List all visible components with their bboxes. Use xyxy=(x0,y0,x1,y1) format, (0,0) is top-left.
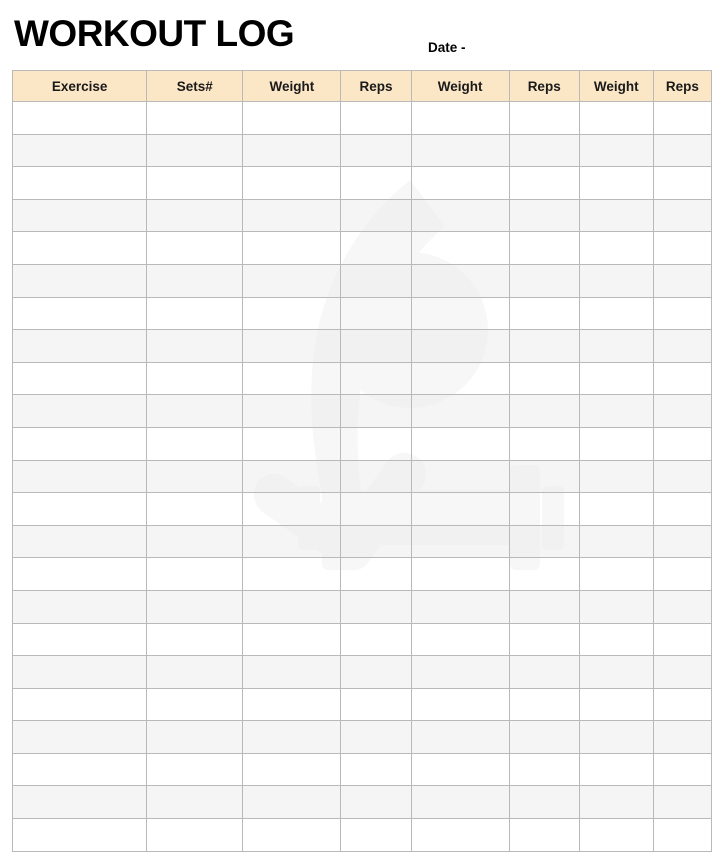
table-cell[interactable] xyxy=(579,199,653,232)
table-cell[interactable] xyxy=(341,134,411,167)
table-cell[interactable] xyxy=(13,493,147,526)
table-cell[interactable] xyxy=(341,102,411,135)
table-cell[interactable] xyxy=(509,167,579,200)
table-cell[interactable] xyxy=(243,786,341,819)
table-cell[interactable] xyxy=(653,688,711,721)
table-cell[interactable] xyxy=(509,297,579,330)
table-cell[interactable] xyxy=(341,427,411,460)
table-cell[interactable] xyxy=(147,753,243,786)
table-cell[interactable] xyxy=(147,688,243,721)
table-cell[interactable] xyxy=(147,656,243,689)
table-cell[interactable] xyxy=(653,102,711,135)
table-row xyxy=(13,199,712,232)
table-cell[interactable] xyxy=(147,819,243,852)
table-cell[interactable] xyxy=(411,167,509,200)
table-cell[interactable] xyxy=(13,460,147,493)
column-header-5: Weight xyxy=(411,71,509,102)
table-cell[interactable] xyxy=(147,232,243,265)
table-cell[interactable] xyxy=(411,297,509,330)
column-header-3: Weight xyxy=(243,71,341,102)
table-cell[interactable] xyxy=(341,753,411,786)
table-cell[interactable] xyxy=(509,102,579,135)
table-row xyxy=(13,753,712,786)
table-cell[interactable] xyxy=(411,493,509,526)
column-header-6: Reps xyxy=(509,71,579,102)
table-cell[interactable] xyxy=(243,819,341,852)
table-row xyxy=(13,558,712,591)
table-cell[interactable] xyxy=(243,199,341,232)
table-cell[interactable] xyxy=(579,102,653,135)
table-cell[interactable] xyxy=(147,102,243,135)
table-cell[interactable] xyxy=(579,721,653,754)
table-cell[interactable] xyxy=(653,721,711,754)
table-cell[interactable] xyxy=(243,102,341,135)
table-cell[interactable] xyxy=(13,623,147,656)
table-cell[interactable] xyxy=(579,362,653,395)
table-row xyxy=(13,395,712,428)
table-cell[interactable] xyxy=(341,623,411,656)
page-title: WORKOUT LOG xyxy=(14,13,295,54)
table-cell[interactable] xyxy=(243,493,341,526)
table-cell[interactable] xyxy=(341,819,411,852)
table-cell[interactable] xyxy=(579,232,653,265)
table-row xyxy=(13,525,712,558)
table-cell[interactable] xyxy=(13,330,147,363)
table-cell[interactable] xyxy=(147,199,243,232)
table-cell[interactable] xyxy=(579,493,653,526)
table-cell[interactable] xyxy=(341,493,411,526)
table-cell[interactable] xyxy=(411,460,509,493)
table-cell[interactable] xyxy=(13,199,147,232)
table-cell[interactable] xyxy=(653,590,711,623)
table-cell[interactable] xyxy=(509,460,579,493)
table-body xyxy=(13,102,712,852)
table-cell[interactable] xyxy=(243,167,341,200)
table-cell[interactable] xyxy=(411,819,509,852)
table-cell[interactable] xyxy=(13,753,147,786)
table-cell[interactable] xyxy=(341,232,411,265)
table-row xyxy=(13,232,712,265)
table-cell[interactable] xyxy=(147,460,243,493)
table-cell[interactable] xyxy=(411,558,509,591)
table-cell[interactable] xyxy=(653,493,711,526)
table-cell[interactable] xyxy=(509,134,579,167)
table-cell[interactable] xyxy=(509,590,579,623)
table-cell[interactable] xyxy=(243,427,341,460)
table-cell[interactable] xyxy=(411,525,509,558)
table-cell[interactable] xyxy=(579,460,653,493)
table-cell[interactable] xyxy=(579,590,653,623)
table-cell[interactable] xyxy=(147,721,243,754)
table-cell[interactable] xyxy=(13,232,147,265)
table-row xyxy=(13,167,712,200)
table-cell[interactable] xyxy=(509,330,579,363)
table-row xyxy=(13,590,712,623)
table-cell[interactable] xyxy=(341,590,411,623)
table-cell[interactable] xyxy=(411,688,509,721)
table-cell[interactable] xyxy=(653,753,711,786)
table-cell[interactable] xyxy=(411,330,509,363)
table-cell[interactable] xyxy=(653,134,711,167)
table-cell[interactable] xyxy=(243,656,341,689)
table-cell[interactable] xyxy=(341,656,411,689)
table-cell[interactable] xyxy=(509,395,579,428)
document-header xyxy=(14,12,710,62)
table-cell[interactable] xyxy=(653,623,711,656)
table-cell[interactable] xyxy=(411,264,509,297)
table-cell[interactable] xyxy=(509,623,579,656)
table-cell[interactable] xyxy=(509,819,579,852)
table-cell[interactable] xyxy=(579,427,653,460)
table-cell[interactable] xyxy=(243,264,341,297)
table-cell[interactable] xyxy=(341,786,411,819)
table-cell[interactable] xyxy=(13,721,147,754)
table-cell[interactable] xyxy=(653,199,711,232)
table-cell[interactable] xyxy=(509,656,579,689)
table-row xyxy=(13,623,712,656)
table-cell[interactable] xyxy=(147,167,243,200)
table-cell[interactable] xyxy=(147,493,243,526)
table-cell[interactable] xyxy=(341,460,411,493)
table-cell[interactable] xyxy=(579,167,653,200)
table-cell[interactable] xyxy=(579,134,653,167)
table-cell[interactable] xyxy=(579,558,653,591)
table-cell[interactable] xyxy=(341,330,411,363)
table-cell[interactable] xyxy=(509,493,579,526)
table-cell[interactable] xyxy=(243,525,341,558)
table-row xyxy=(13,656,712,689)
table-cell[interactable] xyxy=(653,819,711,852)
table-cell[interactable] xyxy=(653,460,711,493)
table-cell[interactable] xyxy=(579,753,653,786)
column-header-1: Exercise xyxy=(13,71,147,102)
table-cell[interactable] xyxy=(579,786,653,819)
column-header-2: Sets# xyxy=(147,71,243,102)
workout-log-table xyxy=(12,70,712,852)
table-cell[interactable] xyxy=(509,362,579,395)
table-cell[interactable] xyxy=(411,199,509,232)
table-cell[interactable] xyxy=(147,330,243,363)
table-cell[interactable] xyxy=(653,362,711,395)
table-cell[interactable] xyxy=(411,721,509,754)
table-cell[interactable] xyxy=(13,786,147,819)
table-cell[interactable] xyxy=(653,167,711,200)
table-row xyxy=(13,460,712,493)
table-row xyxy=(13,134,712,167)
table-cell[interactable] xyxy=(579,395,653,428)
table-cell[interactable] xyxy=(411,362,509,395)
table-cell[interactable] xyxy=(147,525,243,558)
table-cell[interactable] xyxy=(509,232,579,265)
table-cell[interactable] xyxy=(509,558,579,591)
table-cell[interactable] xyxy=(147,558,243,591)
table-row xyxy=(13,427,712,460)
table-cell[interactable] xyxy=(13,102,147,135)
table-cell[interactable] xyxy=(243,395,341,428)
table-row xyxy=(13,362,712,395)
table-cell[interactable] xyxy=(13,525,147,558)
table-cell[interactable] xyxy=(147,427,243,460)
table-cell[interactable] xyxy=(579,656,653,689)
table-cell[interactable] xyxy=(509,753,579,786)
table-cell[interactable] xyxy=(411,786,509,819)
table-cell[interactable] xyxy=(243,753,341,786)
table-cell[interactable] xyxy=(147,362,243,395)
table-cell[interactable] xyxy=(411,656,509,689)
table-row xyxy=(13,688,712,721)
table-cell[interactable] xyxy=(653,656,711,689)
table-cell[interactable] xyxy=(579,297,653,330)
table-cell[interactable] xyxy=(13,167,147,200)
table-cell[interactable] xyxy=(509,427,579,460)
column-header-8: Reps xyxy=(653,71,711,102)
table-cell[interactable] xyxy=(341,558,411,591)
table-cell[interactable] xyxy=(653,232,711,265)
table-cell[interactable] xyxy=(243,232,341,265)
table-header-row xyxy=(13,71,712,102)
table-cell[interactable] xyxy=(243,688,341,721)
table-cell[interactable] xyxy=(13,688,147,721)
table-cell[interactable] xyxy=(411,102,509,135)
table-cell[interactable] xyxy=(653,297,711,330)
table-cell[interactable] xyxy=(579,688,653,721)
table-cell[interactable] xyxy=(579,525,653,558)
table-cell[interactable] xyxy=(653,264,711,297)
table-cell[interactable] xyxy=(13,395,147,428)
table-row xyxy=(13,264,712,297)
table-cell[interactable] xyxy=(147,264,243,297)
table-row xyxy=(13,819,712,852)
table-cell[interactable] xyxy=(653,330,711,363)
table-cell[interactable] xyxy=(13,362,147,395)
table-cell[interactable] xyxy=(243,721,341,754)
table-cell[interactable] xyxy=(579,819,653,852)
table-cell[interactable] xyxy=(243,297,341,330)
table-cell[interactable] xyxy=(341,721,411,754)
column-header-7: Weight xyxy=(579,71,653,102)
table-cell[interactable] xyxy=(411,395,509,428)
table-cell[interactable] xyxy=(243,134,341,167)
table-cell[interactable] xyxy=(411,232,509,265)
table-cell[interactable] xyxy=(243,362,341,395)
table-cell[interactable] xyxy=(243,590,341,623)
table-cell[interactable] xyxy=(341,167,411,200)
table-cell[interactable] xyxy=(411,427,509,460)
table-cell[interactable] xyxy=(147,590,243,623)
table-cell[interactable] xyxy=(653,395,711,428)
table-cell[interactable] xyxy=(243,460,341,493)
column-header-4: Reps xyxy=(341,71,411,102)
table-cell[interactable] xyxy=(579,330,653,363)
date-label: Date - xyxy=(428,40,466,55)
table-cell[interactable] xyxy=(13,819,147,852)
table-row xyxy=(13,297,712,330)
table-cell[interactable] xyxy=(411,623,509,656)
table-cell[interactable] xyxy=(509,525,579,558)
table-row xyxy=(13,330,712,363)
table-cell[interactable] xyxy=(341,297,411,330)
table-cell[interactable] xyxy=(13,297,147,330)
table-cell[interactable] xyxy=(509,199,579,232)
table-cell[interactable] xyxy=(509,786,579,819)
table-cell[interactable] xyxy=(13,427,147,460)
table-cell[interactable] xyxy=(653,786,711,819)
table-cell[interactable] xyxy=(341,362,411,395)
table-cell[interactable] xyxy=(13,264,147,297)
table-cell[interactable] xyxy=(147,297,243,330)
table-cell[interactable] xyxy=(579,623,653,656)
workout-table-container xyxy=(12,70,712,852)
table-cell[interactable] xyxy=(243,623,341,656)
table-cell[interactable] xyxy=(147,395,243,428)
table-row xyxy=(13,786,712,819)
table-cell[interactable] xyxy=(411,590,509,623)
table-cell[interactable] xyxy=(13,656,147,689)
table-cell[interactable] xyxy=(243,558,341,591)
table-cell[interactable] xyxy=(653,427,711,460)
table-cell[interactable] xyxy=(13,134,147,167)
table-cell[interactable] xyxy=(653,558,711,591)
table-cell[interactable] xyxy=(509,688,579,721)
table-cell[interactable] xyxy=(147,786,243,819)
table-cell[interactable] xyxy=(509,721,579,754)
table-row xyxy=(13,721,712,754)
table-cell[interactable] xyxy=(341,688,411,721)
table-cell[interactable] xyxy=(411,134,509,167)
table-cell[interactable] xyxy=(579,264,653,297)
table-row xyxy=(13,102,712,135)
table-cell[interactable] xyxy=(509,264,579,297)
table-row xyxy=(13,493,712,526)
table-cell[interactable] xyxy=(341,264,411,297)
table-cell[interactable] xyxy=(243,330,341,363)
table-cell[interactable] xyxy=(411,753,509,786)
table-cell[interactable] xyxy=(147,623,243,656)
table-cell[interactable] xyxy=(341,525,411,558)
table-cell[interactable] xyxy=(341,395,411,428)
table-cell[interactable] xyxy=(147,134,243,167)
table-cell[interactable] xyxy=(13,558,147,591)
table-cell[interactable] xyxy=(341,199,411,232)
table-cell[interactable] xyxy=(653,525,711,558)
table-cell[interactable] xyxy=(13,590,147,623)
table-header xyxy=(13,71,712,102)
